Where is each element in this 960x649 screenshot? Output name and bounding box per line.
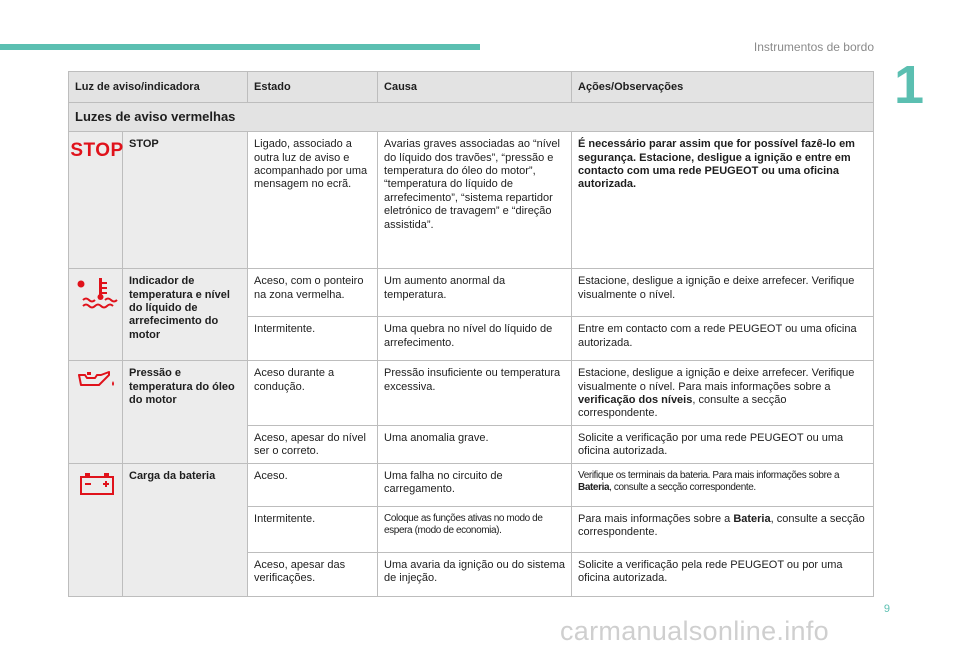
state-cell: Aceso durante a condução.	[248, 361, 378, 426]
page-header-title: Instrumentos de bordo	[753, 40, 874, 54]
oil-pressure-icon	[75, 367, 119, 391]
cause-cell: Pressão insuficiente ou temperatura excessiva.	[378, 361, 572, 426]
watermark-text: carmanualsonline.info	[560, 616, 829, 646]
light-name: Carga da bateria	[123, 463, 248, 596]
action-cell: Entre em contacto com a rede PEUGEOT ou uma oficina autorizada.	[572, 317, 874, 361]
cause-cell: Um aumento anormal da temperatura.	[378, 269, 572, 317]
action-cell	[572, 463, 874, 506]
cause-cell: Uma avaria da ignição ou do sistema de injeção.	[378, 552, 572, 596]
light-name: Indicador de temperatura e nível do líquido de arrefecimento do motor	[123, 269, 248, 361]
action-cell: Estacione, desligue a ignição e deixe arrefecer. Verifique visualmente o nível.	[572, 269, 874, 317]
section-title: Luzes de aviso vermelhas	[69, 103, 874, 132]
action-cell: Solicite a verificação pela rede PEUGEOT ou por uma oficina autorizada.	[572, 552, 874, 596]
battery-icon	[75, 470, 119, 496]
state-cell: Intermitente.	[248, 506, 378, 552]
action-emphasis: Bateria	[733, 512, 771, 525]
icon-cell	[69, 463, 123, 596]
svg-text:STOP: STOP	[70, 140, 124, 162]
action-text: Para mais informações sobre a	[578, 512, 734, 525]
action-text: Estacione, desligue a ignição e deixe arrefecer. Verifique visualmente o nível. Para mais informações sobre a	[578, 367, 855, 393]
icon-cell	[69, 361, 123, 463]
page-number: 9	[883, 603, 890, 615]
icon-cell	[69, 132, 123, 269]
coolant-temperature-icon	[75, 275, 119, 311]
light-name: Pressão e temperatura do óleo do motor	[123, 361, 248, 463]
chapter-number: 1	[894, 55, 925, 115]
icon-cell	[69, 269, 123, 361]
state-cell: Aceso, com o ponteiro na zona vermelha.	[248, 269, 378, 317]
cause-cell: Uma quebra no nível do líquido de arrefecimento.	[378, 317, 572, 361]
column-header-state: Estado	[248, 72, 378, 103]
table-row	[69, 361, 874, 426]
state-cell: Aceso, apesar das verificações.	[248, 552, 378, 596]
column-header-actions: Ações/Observações	[572, 72, 874, 103]
light-name: STOP	[123, 132, 248, 269]
table-header-row	[69, 72, 874, 103]
table-row	[69, 132, 874, 269]
action-text: , consulte a secção correspondente.	[578, 394, 787, 420]
section-row	[69, 103, 874, 132]
table-row	[69, 269, 874, 317]
action-text: Verifique os terminais da bateria. Para mais informações sobre a	[578, 469, 840, 481]
state-cell: Aceso, apesar do nível ser o correto.	[248, 425, 378, 463]
cause-cell: Uma anomalia grave.	[378, 425, 572, 463]
action-text: , consulte a secção correspondente.	[609, 481, 756, 493]
top-accent-bar	[0, 44, 480, 50]
state-cell: Ligado, associado a outra luz de aviso e acompanhado por uma mensagem no ecrã.	[248, 132, 378, 269]
table-row	[69, 463, 874, 506]
cause-cell: Uma falha no circuito de carregamento.	[378, 463, 572, 506]
column-header-cause: Causa	[378, 72, 572, 103]
cause-cell: Coloque as funções ativas no modo de espera (modo de economia).	[378, 506, 572, 552]
action-emphasis: verificação dos níveis	[578, 394, 693, 407]
action-emphasis: Bateria	[578, 481, 610, 493]
column-header-light: Luz de aviso/indicadora	[69, 72, 248, 103]
action-text: , consulte a secção correspondente.	[578, 512, 865, 539]
stop-icon	[70, 138, 124, 162]
action-cell	[572, 361, 874, 426]
action-cell: É necessário parar assim que for possível fazê-lo em segurança. Estacione, desligue a ignição e entre em contacto com uma rede PEUGEOT ou uma oficina autorizada.	[572, 132, 874, 269]
state-cell: Intermitente.	[248, 317, 378, 361]
warning-lights-table	[68, 71, 874, 597]
action-cell: Solicite a verificação por uma rede PEUGEOT ou uma oficina autorizada.	[572, 425, 874, 463]
state-cell: Aceso.	[248, 463, 378, 506]
cause-cell: Avarias graves associadas ao “nível do líquido dos travões”, “pressão e temperatura do óleo do motor”, “temperatura do líquido de arrefecimento”, “sistema repartidor eletrónico de travagem” e “direção assistida”.	[378, 132, 572, 269]
action-cell	[572, 506, 874, 552]
